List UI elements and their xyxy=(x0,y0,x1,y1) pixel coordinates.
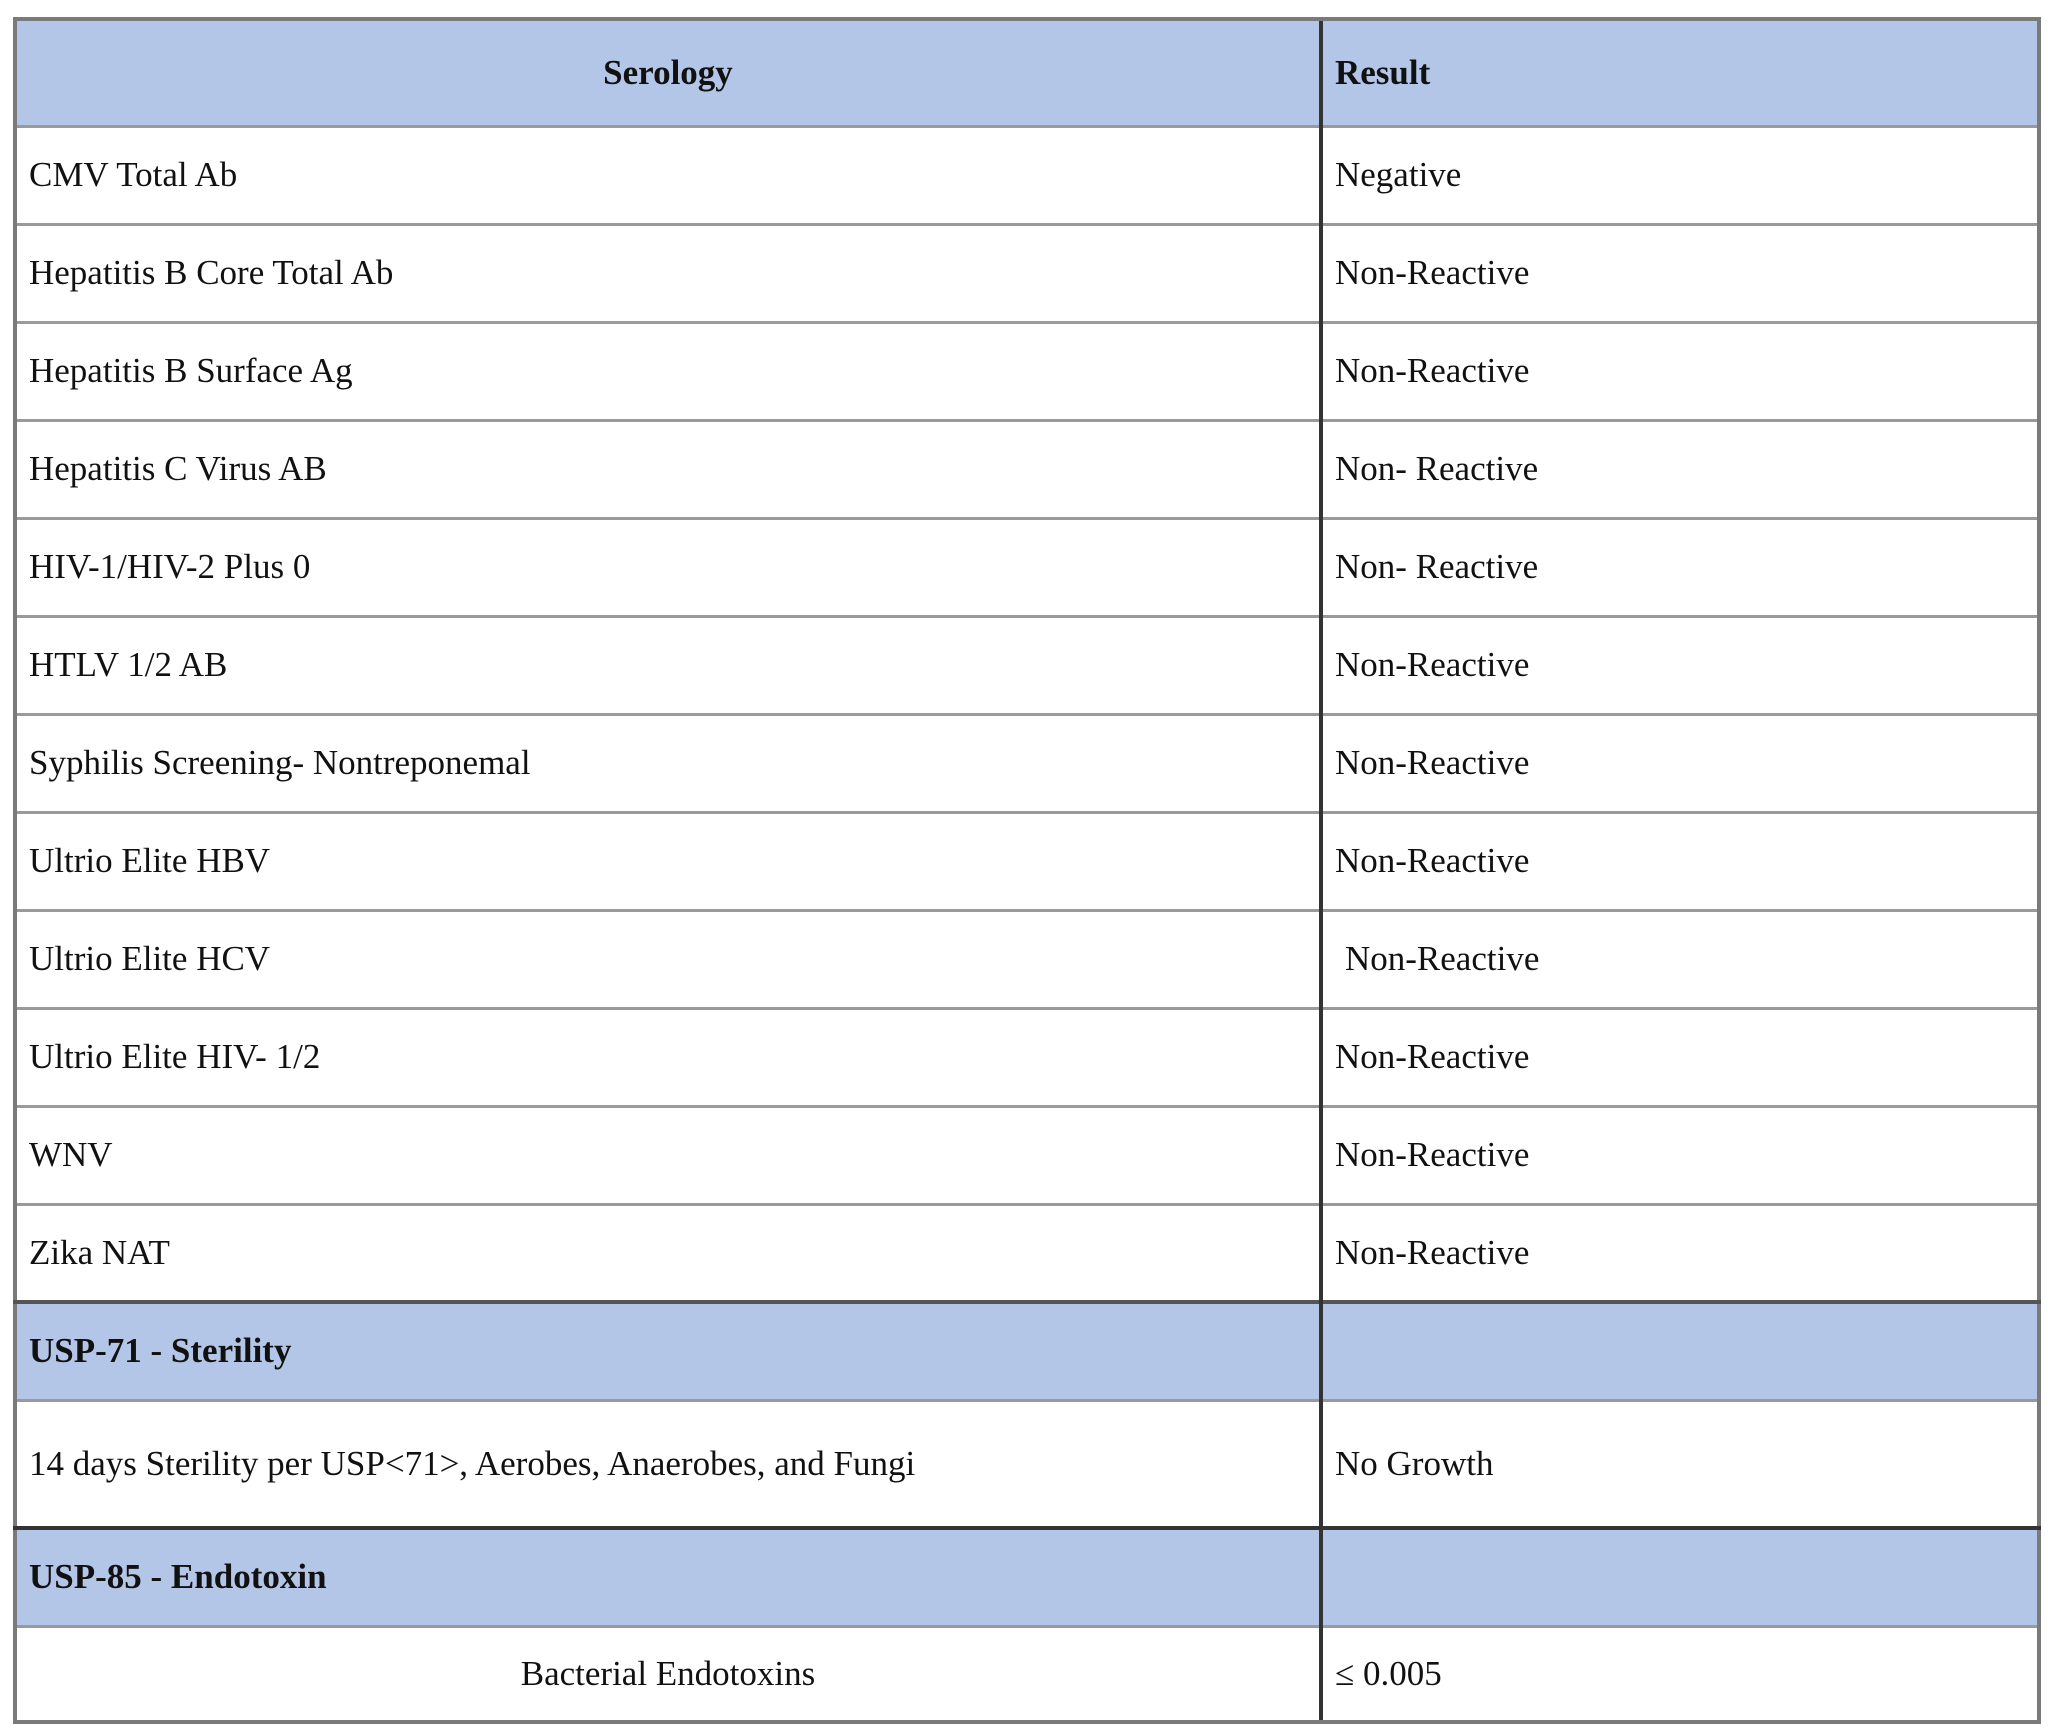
table-row xyxy=(15,910,2039,1008)
table-row xyxy=(15,420,2039,518)
test-name-cell: HIV-1/HIV-2 Plus 0 xyxy=(15,518,1321,616)
table-row xyxy=(15,1400,2039,1528)
sterility-section-label: USP-71 - Sterility xyxy=(15,1302,1321,1400)
table-row xyxy=(15,322,2039,420)
result-cell: Non-Reactive xyxy=(1321,1008,2039,1106)
test-name-cell: Hepatitis B Core Total Ab xyxy=(15,224,1321,322)
test-name-cell: Hepatitis C Virus AB xyxy=(15,420,1321,518)
result-cell: Non- Reactive xyxy=(1321,518,2039,616)
table-row xyxy=(15,126,2039,224)
serology-column-header: Serology xyxy=(15,19,1321,126)
table-row xyxy=(15,1008,2039,1106)
result-cell: Non-Reactive xyxy=(1321,910,2039,1008)
result-cell: Non- Reactive xyxy=(1321,420,2039,518)
test-name-cell: Ultrio Elite HBV xyxy=(15,812,1321,910)
table-row xyxy=(15,812,2039,910)
endotoxin-section-empty-cell xyxy=(1321,1528,2039,1626)
table-row xyxy=(15,616,2039,714)
endotoxin-section-row xyxy=(15,1528,2039,1626)
endotoxin-result-cell: ≤ 0.005 xyxy=(1321,1626,2039,1722)
result-cell: Non-Reactive xyxy=(1321,1106,2039,1204)
test-name-cell: Ultrio Elite HIV- 1/2 xyxy=(15,1008,1321,1106)
table-row xyxy=(15,1204,2039,1302)
result-cell: Non-Reactive xyxy=(1321,224,2039,322)
sterility-test-cell: 14 days Sterility per USP<71>, Aerobes, Anaerobes, and Fungi xyxy=(15,1400,1321,1528)
results-table xyxy=(13,17,2041,1724)
table-row xyxy=(15,1626,2039,1722)
sterility-section-row xyxy=(15,1302,2039,1400)
test-name-cell: Syphilis Screening- Nontreponemal xyxy=(15,714,1321,812)
result-column-header: Result xyxy=(1321,19,2039,126)
table-header-row xyxy=(15,19,2039,126)
endotoxin-section-label: USP-85 - Endotoxin xyxy=(15,1528,1321,1626)
result-cell: Non-Reactive xyxy=(1321,322,2039,420)
table-row xyxy=(15,518,2039,616)
result-cell: Non-Reactive xyxy=(1321,616,2039,714)
table-row xyxy=(15,224,2039,322)
result-cell: Non-Reactive xyxy=(1321,714,2039,812)
result-cell: Non-Reactive xyxy=(1321,1204,2039,1302)
test-name-cell: Hepatitis B Surface Ag xyxy=(15,322,1321,420)
result-cell: Non-Reactive xyxy=(1321,812,2039,910)
test-name-cell: HTLV 1/2 AB xyxy=(15,616,1321,714)
test-name-cell: Ultrio Elite HCV xyxy=(15,910,1321,1008)
test-name-cell: Zika NAT xyxy=(15,1204,1321,1302)
sterility-result-cell: No Growth xyxy=(1321,1400,2039,1528)
table-row xyxy=(15,1106,2039,1204)
result-cell: Negative xyxy=(1321,126,2039,224)
sterility-section-empty-cell xyxy=(1321,1302,2039,1400)
endotoxin-test-cell: Bacterial Endotoxins xyxy=(15,1626,1321,1722)
table-row xyxy=(15,714,2039,812)
test-name-cell: CMV Total Ab xyxy=(15,126,1321,224)
test-name-cell: WNV xyxy=(15,1106,1321,1204)
